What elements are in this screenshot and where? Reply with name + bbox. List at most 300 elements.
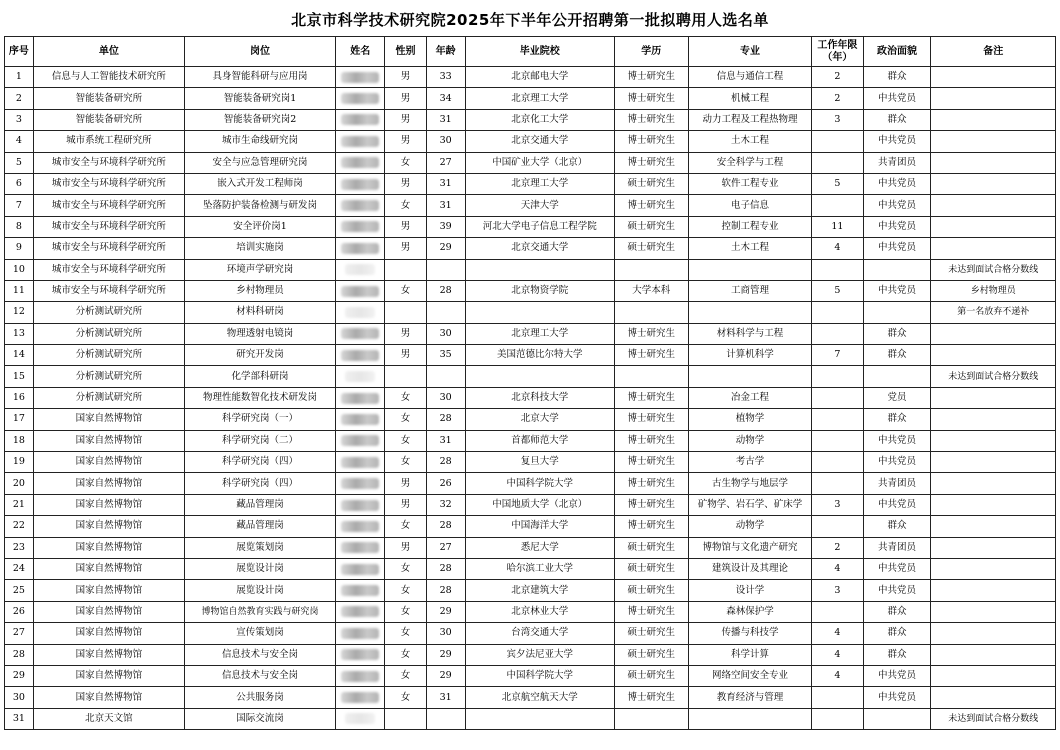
cell-index: 3 — [5, 109, 34, 130]
cell-unit: 国家自然博物馆 — [33, 687, 184, 708]
cell-age — [426, 259, 465, 280]
table-row — [5, 67, 1056, 88]
cell-school — [465, 366, 614, 387]
cell-name — [336, 537, 385, 558]
cell-name — [336, 473, 385, 494]
cell-gender: 女 — [385, 409, 426, 430]
cell-name — [336, 152, 385, 173]
cell-index: 25 — [5, 580, 34, 601]
cell-work-years — [812, 409, 863, 430]
cell-gender: 女 — [385, 687, 426, 708]
cell-remarks — [931, 516, 1056, 537]
cell-gender: 男 — [385, 88, 426, 109]
cell-unit: 信息与人工智能技术研究所 — [33, 67, 184, 88]
cell-gender: 女 — [385, 516, 426, 537]
cell-unit: 国家自然博物馆 — [33, 623, 184, 644]
cell-remarks — [931, 665, 1056, 686]
table-row — [5, 238, 1056, 259]
cell-remarks — [931, 580, 1056, 601]
cell-gender: 男 — [385, 131, 426, 152]
cell-remarks — [931, 173, 1056, 194]
cell-work-years: 4 — [812, 238, 863, 259]
cell-degree: 博士研究生 — [614, 88, 688, 109]
cell-political-status: 群众 — [863, 601, 931, 622]
cell-position: 物理透射电镜岗 — [184, 323, 335, 344]
cell-unit: 国家自然博物馆 — [33, 665, 184, 686]
redacted-name-mask — [341, 585, 379, 596]
cell-school: 北京化工大学 — [465, 109, 614, 130]
redacted-name-mask — [341, 435, 379, 446]
cell-gender: 男 — [385, 109, 426, 130]
cell-age: 26 — [426, 473, 465, 494]
cell-age: 31 — [426, 195, 465, 216]
cell-work-years: 2 — [812, 537, 863, 558]
cell-name — [336, 195, 385, 216]
cell-name — [336, 88, 385, 109]
redacted-name-mask — [341, 671, 379, 682]
table-row — [5, 152, 1056, 173]
cell-school: 美国范德比尔特大学 — [465, 345, 614, 366]
cell-remarks — [931, 323, 1056, 344]
cell-unit: 城市安全与环境科学研究所 — [33, 216, 184, 237]
cell-age: 34 — [426, 88, 465, 109]
cell-position: 坠落防护装备检测与研发岗 — [184, 195, 335, 216]
cell-position: 化学部科研岗 — [184, 366, 335, 387]
cell-major: 教育经济与管理 — [688, 687, 811, 708]
cell-political-status: 群众 — [863, 67, 931, 88]
cell-position: 藏品管理岗 — [184, 494, 335, 515]
cell-political-status: 群众 — [863, 623, 931, 644]
cell-work-years — [812, 131, 863, 152]
cell-school: 北京大学 — [465, 409, 614, 430]
redacted-name-mask — [341, 136, 379, 147]
cell-position: 材料科研岗 — [184, 302, 335, 323]
cell-age: 31 — [426, 109, 465, 130]
cell-school — [465, 708, 614, 729]
cell-work-years — [812, 708, 863, 729]
cell-unit: 国家自然博物馆 — [33, 580, 184, 601]
redacted-name-mask — [341, 457, 379, 468]
cell-age: 29 — [426, 238, 465, 259]
cell-unit: 分析测试研究所 — [33, 387, 184, 408]
cell-position: 研究开发岗 — [184, 345, 335, 366]
cell-degree: 硕士研究生 — [614, 644, 688, 665]
cell-major: 土木工程 — [688, 131, 811, 152]
table-row — [5, 195, 1056, 216]
cell-degree: 硕士研究生 — [614, 665, 688, 686]
redacted-name-mask — [341, 393, 379, 404]
cell-position: 安全与应急管理研究岗 — [184, 152, 335, 173]
page-title: 北京市科学技术研究院2025年下半年公开招聘第一批拟聘用人选名单 — [291, 11, 769, 29]
cell-political-status: 中共党员 — [863, 558, 931, 579]
cell-school: 天津大学 — [465, 195, 614, 216]
cell-major: 土木工程 — [688, 238, 811, 259]
cell-unit: 分析测试研究所 — [33, 345, 184, 366]
table-row — [5, 687, 1056, 708]
redacted-name-mask — [345, 264, 375, 275]
cell-index: 23 — [5, 537, 34, 558]
cell-major: 设计学 — [688, 580, 811, 601]
redacted-name-mask — [341, 72, 379, 83]
cell-age: 31 — [426, 687, 465, 708]
cell-index: 8 — [5, 216, 34, 237]
cell-work-years: 4 — [812, 644, 863, 665]
cell-gender: 男 — [385, 345, 426, 366]
cell-remarks — [931, 687, 1056, 708]
cell-degree: 博士研究生 — [614, 452, 688, 473]
cell-name — [336, 644, 385, 665]
cell-remarks: 未达到面试合格分数线 — [931, 708, 1056, 729]
cell-political-status: 共青团员 — [863, 473, 931, 494]
cell-index: 26 — [5, 601, 34, 622]
cell-remarks — [931, 452, 1056, 473]
cell-major — [688, 366, 811, 387]
cell-gender: 女 — [385, 430, 426, 451]
cell-work-years: 3 — [812, 109, 863, 130]
cell-gender — [385, 708, 426, 729]
cell-degree: 硕士研究生 — [614, 216, 688, 237]
cell-position: 嵌入式开发工程师岗 — [184, 173, 335, 194]
cell-school: 北京理工大学 — [465, 173, 614, 194]
cell-age: 28 — [426, 580, 465, 601]
cell-degree: 硕士研究生 — [614, 173, 688, 194]
table-row — [5, 173, 1056, 194]
cell-work-years — [812, 323, 863, 344]
cell-position: 藏品管理岗 — [184, 516, 335, 537]
cell-unit: 分析测试研究所 — [33, 366, 184, 387]
cell-political-status: 中共党员 — [863, 494, 931, 515]
header-degree: 学历 — [614, 37, 688, 67]
cell-degree — [614, 259, 688, 280]
cell-name — [336, 109, 385, 130]
header-remarks: 备注 — [931, 37, 1056, 67]
cell-index: 4 — [5, 131, 34, 152]
cell-degree: 硕士研究生 — [614, 558, 688, 579]
cell-unit: 国家自然博物馆 — [33, 537, 184, 558]
table-row — [5, 259, 1056, 280]
header-row — [5, 37, 1056, 67]
cell-political-status: 中共党员 — [863, 131, 931, 152]
cell-major: 古生物学与地层学 — [688, 473, 811, 494]
cell-index: 6 — [5, 173, 34, 194]
cell-work-years: 4 — [812, 623, 863, 644]
cell-remarks — [931, 494, 1056, 515]
cell-unit: 国家自然博物馆 — [33, 473, 184, 494]
cell-index: 19 — [5, 452, 34, 473]
table-row — [5, 280, 1056, 301]
cell-gender: 男 — [385, 494, 426, 515]
cell-age — [426, 366, 465, 387]
cell-age: 27 — [426, 537, 465, 558]
cell-degree: 博士研究生 — [614, 109, 688, 130]
cell-unit: 城市安全与环境科学研究所 — [33, 259, 184, 280]
cell-index: 24 — [5, 558, 34, 579]
cell-unit: 城市安全与环境科学研究所 — [33, 173, 184, 194]
cell-work-years — [812, 452, 863, 473]
cell-index: 27 — [5, 623, 34, 644]
cell-work-years — [812, 473, 863, 494]
cell-age: 30 — [426, 387, 465, 408]
cell-political-status: 中共党员 — [863, 88, 931, 109]
cell-political-status: 群众 — [863, 409, 931, 430]
cell-gender: 女 — [385, 195, 426, 216]
cell-political-status: 群众 — [863, 644, 931, 665]
cell-work-years — [812, 430, 863, 451]
redacted-name-mask — [341, 243, 379, 254]
redacted-name-mask — [345, 307, 375, 318]
cell-name — [336, 601, 385, 622]
cell-school: 北京航空航天大学 — [465, 687, 614, 708]
cell-name — [336, 708, 385, 729]
cell-work-years — [812, 687, 863, 708]
cell-degree: 硕士研究生 — [614, 623, 688, 644]
cell-position: 具身智能科研与应用岗 — [184, 67, 335, 88]
cell-index: 30 — [5, 687, 34, 708]
cell-political-status: 群众 — [863, 323, 931, 344]
table-row — [5, 409, 1056, 430]
redacted-name-mask — [341, 478, 379, 489]
cell-degree — [614, 302, 688, 323]
cell-position: 智能装备研究岗2 — [184, 109, 335, 130]
cell-degree: 博士研究生 — [614, 387, 688, 408]
cell-name — [336, 665, 385, 686]
cell-name — [336, 516, 385, 537]
cell-name — [336, 387, 385, 408]
cell-index: 29 — [5, 665, 34, 686]
table-row — [5, 558, 1056, 579]
cell-unit: 城市安全与环境科学研究所 — [33, 238, 184, 259]
cell-work-years: 2 — [812, 67, 863, 88]
cell-major: 软件工程专业 — [688, 173, 811, 194]
redacted-name-mask — [341, 328, 379, 339]
cell-gender: 男 — [385, 67, 426, 88]
cell-age: 29 — [426, 601, 465, 622]
cell-position: 宣传策划岗 — [184, 623, 335, 644]
cell-school: 中国矿业大学（北京） — [465, 152, 614, 173]
cell-name — [336, 216, 385, 237]
table-row — [5, 537, 1056, 558]
cell-degree — [614, 708, 688, 729]
cell-position: 国际交流岗 — [184, 708, 335, 729]
cell-position: 培训实施岗 — [184, 238, 335, 259]
cell-unit: 国家自然博物馆 — [33, 430, 184, 451]
cell-major: 冶金工程 — [688, 387, 811, 408]
redacted-name-mask — [341, 542, 379, 553]
cell-unit: 国家自然博物馆 — [33, 601, 184, 622]
cell-unit: 分析测试研究所 — [33, 323, 184, 344]
candidate-table — [4, 36, 1056, 730]
cell-index: 15 — [5, 366, 34, 387]
cell-political-status: 群众 — [863, 516, 931, 537]
cell-work-years: 4 — [812, 558, 863, 579]
cell-work-years: 5 — [812, 173, 863, 194]
cell-school: 中国地质大学（北京） — [465, 494, 614, 515]
cell-political-status: 中共党员 — [863, 195, 931, 216]
cell-political-status: 中共党员 — [863, 452, 931, 473]
cell-degree: 博士研究生 — [614, 345, 688, 366]
cell-age: 30 — [426, 131, 465, 152]
cell-school: 台湾交通大学 — [465, 623, 614, 644]
redacted-name-mask — [345, 371, 375, 382]
cell-index: 31 — [5, 708, 34, 729]
cell-work-years: 3 — [812, 580, 863, 601]
cell-remarks — [931, 409, 1056, 430]
cell-school — [465, 259, 614, 280]
cell-position: 展览设计岗 — [184, 580, 335, 601]
cell-age: 35 — [426, 345, 465, 366]
cell-index: 21 — [5, 494, 34, 515]
cell-political-status: 中共党员 — [863, 430, 931, 451]
cell-index: 7 — [5, 195, 34, 216]
cell-political-status: 中共党员 — [863, 280, 931, 301]
cell-political-status — [863, 259, 931, 280]
table-row — [5, 601, 1056, 622]
cell-position: 展览设计岗 — [184, 558, 335, 579]
cell-work-years — [812, 366, 863, 387]
cell-major: 控制工程专业 — [688, 216, 811, 237]
cell-school: 北京理工大学 — [465, 88, 614, 109]
cell-gender: 女 — [385, 452, 426, 473]
cell-degree: 博士研究生 — [614, 67, 688, 88]
cell-degree: 博士研究生 — [614, 494, 688, 515]
cell-major: 建筑设计及其理论 — [688, 558, 811, 579]
cell-name — [336, 323, 385, 344]
cell-remarks — [931, 623, 1056, 644]
cell-school: 中国科学院大学 — [465, 473, 614, 494]
cell-unit: 智能装备研究所 — [33, 109, 184, 130]
cell-age — [426, 708, 465, 729]
cell-gender — [385, 259, 426, 280]
table-row — [5, 580, 1056, 601]
table-row — [5, 302, 1056, 323]
cell-index: 5 — [5, 152, 34, 173]
cell-political-status: 共青团员 — [863, 152, 931, 173]
cell-age: 31 — [426, 173, 465, 194]
cell-name — [336, 558, 385, 579]
cell-remarks — [931, 473, 1056, 494]
cell-position: 乡村物理员 — [184, 280, 335, 301]
cell-name — [336, 173, 385, 194]
cell-position: 公共服务岗 — [184, 687, 335, 708]
cell-age: 28 — [426, 558, 465, 579]
cell-name — [336, 430, 385, 451]
cell-name — [336, 409, 385, 430]
cell-school: 北京邮电大学 — [465, 67, 614, 88]
redacted-name-mask — [341, 114, 379, 125]
cell-position: 智能装备研究岗1 — [184, 88, 335, 109]
cell-major: 考古学 — [688, 452, 811, 473]
cell-work-years — [812, 387, 863, 408]
cell-school: 北京交通大学 — [465, 131, 614, 152]
cell-unit: 北京天文馆 — [33, 708, 184, 729]
cell-gender: 男 — [385, 173, 426, 194]
cell-age: 28 — [426, 516, 465, 537]
cell-remarks: 未达到面试合格分数线 — [931, 366, 1056, 387]
cell-major: 电子信息 — [688, 195, 811, 216]
cell-remarks: 第一名放弃不递补 — [931, 302, 1056, 323]
cell-index: 2 — [5, 88, 34, 109]
cell-major — [688, 708, 811, 729]
cell-political-status: 中共党员 — [863, 238, 931, 259]
cell-gender — [385, 302, 426, 323]
cell-degree: 博士研究生 — [614, 430, 688, 451]
cell-gender: 男 — [385, 537, 426, 558]
cell-unit: 城市安全与环境科学研究所 — [33, 152, 184, 173]
cell-degree: 博士研究生 — [614, 473, 688, 494]
table-row — [5, 323, 1056, 344]
header-index: 序号 — [5, 37, 34, 67]
cell-degree: 博士研究生 — [614, 409, 688, 430]
cell-major: 信息与通信工程 — [688, 67, 811, 88]
redacted-name-mask — [341, 179, 379, 190]
cell-major: 安全科学与工程 — [688, 152, 811, 173]
cell-age: 29 — [426, 644, 465, 665]
cell-school: 哈尔滨工业大学 — [465, 558, 614, 579]
cell-degree: 博士研究生 — [614, 323, 688, 344]
cell-degree: 大学本科 — [614, 280, 688, 301]
cell-remarks — [931, 537, 1056, 558]
cell-political-status: 党员 — [863, 387, 931, 408]
cell-remarks — [931, 131, 1056, 152]
cell-index: 1 — [5, 67, 34, 88]
cell-gender: 男 — [385, 473, 426, 494]
cell-remarks: 未达到面试合格分数线 — [931, 259, 1056, 280]
table-row — [5, 473, 1056, 494]
cell-degree: 博士研究生 — [614, 687, 688, 708]
cell-remarks — [931, 644, 1056, 665]
cell-school: 宾夕法尼亚大学 — [465, 644, 614, 665]
table-row — [5, 644, 1056, 665]
cell-gender: 男 — [385, 323, 426, 344]
cell-remarks — [931, 238, 1056, 259]
cell-position: 物理性能数智化技术研发岗 — [184, 387, 335, 408]
cell-age: 28 — [426, 280, 465, 301]
cell-major: 工商管理 — [688, 280, 811, 301]
cell-degree: 博士研究生 — [614, 131, 688, 152]
cell-degree: 硕士研究生 — [614, 238, 688, 259]
header-school: 毕业院校 — [465, 37, 614, 67]
cell-position: 展览策划岗 — [184, 537, 335, 558]
cell-age: 39 — [426, 216, 465, 237]
cell-political-status: 中共党员 — [863, 665, 931, 686]
cell-school: 中国科学院大学 — [465, 665, 614, 686]
cell-name — [336, 580, 385, 601]
cell-degree: 博士研究生 — [614, 195, 688, 216]
cell-unit: 城市安全与环境科学研究所 — [33, 195, 184, 216]
cell-major: 科学计算 — [688, 644, 811, 665]
cell-gender: 男 — [385, 238, 426, 259]
cell-gender: 男 — [385, 216, 426, 237]
table-row — [5, 665, 1056, 686]
table-row — [5, 109, 1056, 130]
cell-age: 29 — [426, 665, 465, 686]
cell-work-years — [812, 195, 863, 216]
cell-work-years: 4 — [812, 665, 863, 686]
table-row — [5, 494, 1056, 515]
cell-position: 安全评价岗1 — [184, 216, 335, 237]
cell-age: 28 — [426, 452, 465, 473]
cell-remarks — [931, 558, 1056, 579]
redacted-name-mask — [341, 93, 379, 104]
cell-index: 28 — [5, 644, 34, 665]
cell-unit: 国家自然博物馆 — [33, 494, 184, 515]
cell-work-years — [812, 152, 863, 173]
cell-degree: 博士研究生 — [614, 516, 688, 537]
cell-gender: 女 — [385, 623, 426, 644]
cell-index: 16 — [5, 387, 34, 408]
cell-school: 北京理工大学 — [465, 323, 614, 344]
cell-age: 28 — [426, 409, 465, 430]
